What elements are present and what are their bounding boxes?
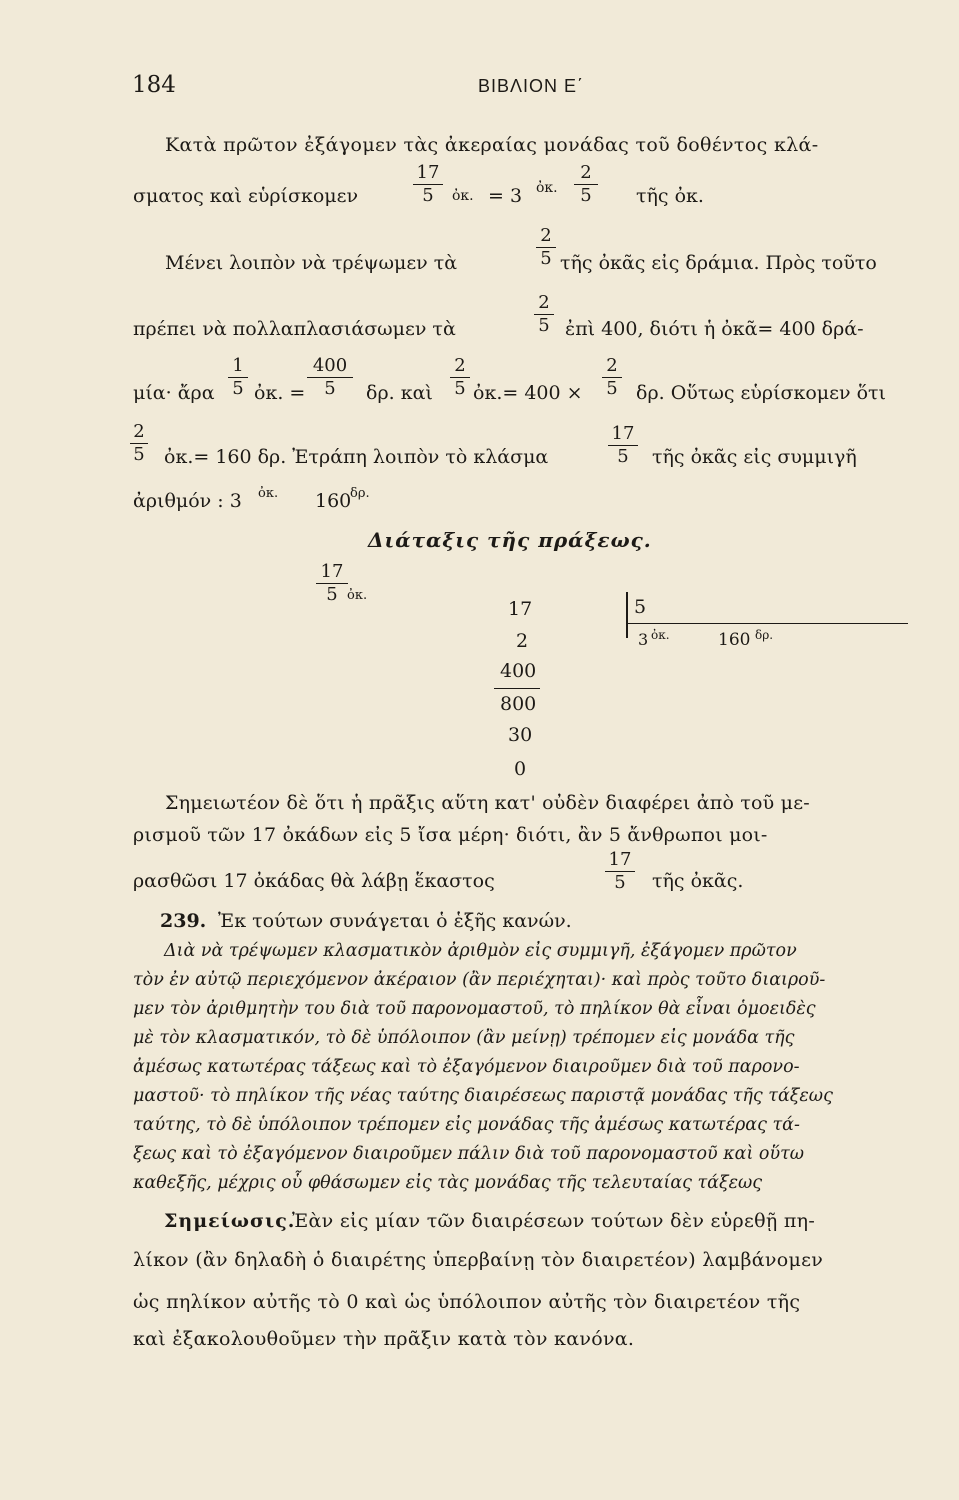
quotient-drams: 160 [718, 630, 751, 650]
text-line: ὡς πηλίκον αὐτῆς τὸ 0 καὶ ὡς ὑπόλοιπον αὐτῆς τὸν διαιρετέον τῆς [133, 1291, 801, 1313]
denominator: 5 [454, 378, 466, 399]
fraction [536, 226, 556, 269]
multiplier: 400 [500, 660, 537, 682]
text-line: τῆς ὀκᾶς εἰς δράμια. Πρὸς τοῦτο [560, 252, 877, 274]
denominator: 5 [422, 185, 434, 206]
fraction [602, 356, 622, 399]
dividend: 17 [508, 598, 533, 620]
fraction [450, 356, 470, 399]
denominator: 5 [133, 444, 145, 465]
fraction [130, 422, 148, 465]
rule-line: ξεως καὶ τὸ ἐξαγόμενον διαιροῦμεν πάλιν διὰ τοῦ παρονομαστοῦ καὶ οὕτω [133, 1144, 805, 1164]
rule-line: μὲ τὸν κλασματικόν, τὸ δὲ ὑπόλοιπον (ἂν μείνῃ) τρέπομεν εἰς μονάδα τῆς [133, 1028, 795, 1048]
numerator: 17 [611, 423, 635, 444]
denominator: 5 [232, 378, 244, 399]
text-line: Ἐὰν εἰς μίαν τῶν διαιρέσεων τούτων δὲν εὑρεθῇ πη- [292, 1210, 816, 1232]
rule-line: ταύτης, τὸ δὲ ὑπόλοιπον τρέπομεν εἰς μονάδας τῆς ἀμέσως κατωτέρας τά- [133, 1115, 800, 1135]
numerator: 2 [606, 355, 618, 376]
rule-line: μαστοῦ· τὸ πηλίκον τῆς νέας ταύτης διαιρέσεως παριστᾷ μονάδας τῆς τάξεως [133, 1086, 833, 1106]
denominator: 5 [580, 185, 592, 206]
numerator: 2 [540, 225, 552, 246]
denominator: 5 [324, 378, 336, 399]
divisor: 5 [634, 596, 647, 618]
product-rule [494, 688, 540, 689]
unit: ὀκ. [536, 180, 558, 196]
rule-line: τὸν ἐν αὐτῷ περιεχόμενον ἀκέραιον (ἂν περιέχηται)· καὶ πρὸς τοῦτο διαιροῦ- [133, 970, 826, 990]
text-line: ἐπὶ 400, διότι ἡ ὀκᾶ= 400 δρά- [565, 318, 864, 340]
text-line: τῆς ὀκᾶς. [652, 870, 744, 892]
text-line: μία· ἄρα [133, 382, 215, 404]
note-label: Σημείωσις. [164, 1210, 296, 1232]
unit: ὀκ. [347, 588, 368, 603]
numerator: 1 [232, 355, 244, 376]
text-line: ἀριθμόν : 3 [133, 490, 242, 512]
text-line: ὀκ.= 400 × [473, 382, 583, 404]
numerator: 2 [580, 162, 592, 183]
fraction [605, 850, 635, 893]
text-line: πρέπει νὰ πολλαπλασιάσωμεν τὰ [133, 318, 456, 340]
text-line: 160 [315, 490, 352, 512]
product: 800 [500, 693, 537, 715]
text-line: ὀκ. = [254, 382, 306, 404]
numerator: 2 [133, 421, 145, 442]
text-line: ὀκ.= 160 δρ. Ἐτράπη λοιπὸν τὸ κλάσμα [164, 446, 549, 468]
fraction [413, 163, 443, 206]
unit: ὀκ. [651, 628, 670, 642]
unit: δρ. [350, 486, 370, 501]
fraction [534, 293, 554, 336]
denominator: 5 [617, 446, 629, 467]
numerator: 2 [454, 355, 466, 376]
numerator: 17 [608, 849, 632, 870]
text-line: ρισμοῦ τῶν 17 ὀκάδων εἰς 5 ἴσα μέρη· διότι, ἂν 5 ἄνθρωποι μοι- [133, 824, 768, 846]
division-vertical-rule [626, 592, 628, 638]
rule-line: Διὰ νὰ τρέψωμεν κλασματικὸν ἀριθμὸν εἰς συμμιγῆ, ἐξάγομεν πρῶτον [164, 941, 797, 961]
rule-line: ἀμέσως κατωτέρας τάξεως καὶ τὸ ἐξαγόμενον διαιροῦμεν διὰ τοῦ παρονο- [133, 1057, 800, 1077]
rule-line: μεν τὸν ἀριθμητὴν του διὰ τοῦ παρονομαστοῦ, τὸ πηλίκον θὰ εἶναι ὁμοειδὲς [133, 999, 816, 1019]
quotient-integer: 3 [638, 630, 649, 649]
denominator: 5 [538, 315, 550, 336]
text-line: ρασθῶσι 17 ὀκάδας θὰ λάβῃ ἕκαστος [133, 870, 495, 892]
remainder: 0 [514, 758, 527, 780]
fraction [608, 424, 638, 467]
fraction [574, 163, 598, 206]
fraction [228, 356, 248, 399]
fraction [307, 356, 353, 399]
numerator: 17 [416, 162, 440, 183]
unit: ὀκ. [452, 188, 474, 204]
denominator: 5 [606, 378, 618, 399]
text-line: Μένει λοιπὸν νὰ τρέψωμεν τὰ [165, 252, 458, 274]
text-line: σματος καὶ εὑρίσκομεν [133, 185, 359, 207]
running-header: ΒΙΒΛΙΟΝ Ε΄ [478, 76, 585, 96]
text-line: = 3 [488, 185, 523, 207]
remainder: 30 [508, 724, 533, 746]
rule-line: καθεξῆς, μέχρις οὗ φθάσωμεν εἰς τὰς μονάδας τῆς τελευταίας τάξεως [133, 1173, 763, 1193]
text-line: δρ. καὶ [366, 382, 433, 404]
denominator: 5 [614, 872, 626, 893]
numerator: 400 [312, 355, 348, 376]
fraction [316, 562, 348, 605]
division-horizontal-rule [626, 623, 908, 624]
denominator: 5 [326, 584, 338, 605]
text-line: δρ. Οὕτως εὑρίσκομεν ὅτι [636, 382, 886, 404]
unit: δρ. [755, 628, 774, 642]
text-line: τῆς ὀκᾶς εἰς συμμιγῆ [652, 446, 857, 468]
remainder: 2 [516, 630, 529, 652]
page-number: 184 [132, 72, 176, 98]
denominator: 5 [540, 248, 552, 269]
text-line: Κατὰ πρῶτον ἐξάγομεν τὰς ἀκεραίας μονάδας τοῦ δοθέντος κλά- [165, 134, 819, 156]
numerator: 2 [538, 292, 550, 313]
text-line: καὶ ἐξακολουθοῦμεν τὴν πρᾶξιν κατὰ τὸν κανόνα. [133, 1328, 635, 1350]
unit: ὀκ. [258, 486, 279, 501]
text-line: λίκον (ἂν δηλαδὴ ὁ διαιρέτης ὑπερβαίνῃ τὸν διαιρετέον) λαμβάνομεν [133, 1249, 824, 1271]
numerator: 17 [320, 561, 344, 582]
section-heading: Διάταξις τῆς πράξεως. [368, 528, 652, 552]
text-line: Ἐκ τούτων συνάγεται ὁ ἑξῆς κανών. [218, 910, 572, 932]
text-line: Σημειωτέον δὲ ὅτι ἡ πρᾶξις αὕτη κατ' οὐδὲν διαφέρει ἀπὸ τοῦ με- [165, 792, 810, 814]
text-line: τῆς ὀκ. [636, 185, 704, 207]
section-number: 239. [160, 910, 207, 932]
